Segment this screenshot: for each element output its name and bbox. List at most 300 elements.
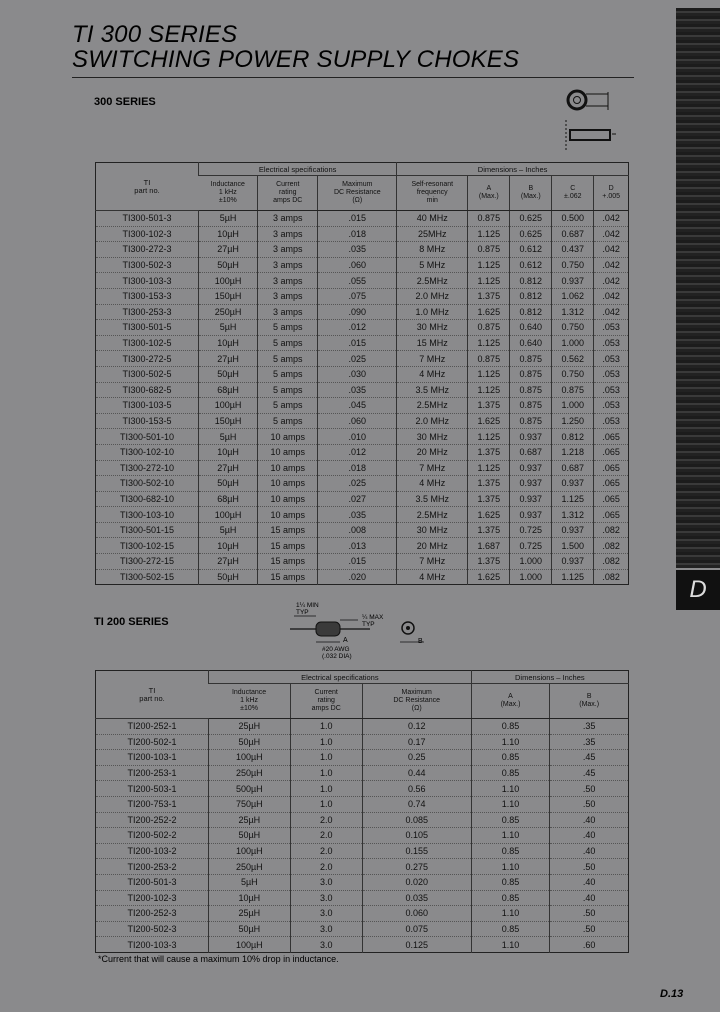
part-number-cell: TI200-503-1 <box>96 781 209 797</box>
table-cell: 0.85 <box>471 765 550 781</box>
table-cell: 1.375 <box>468 288 510 304</box>
table-cell: 50µH <box>209 828 291 844</box>
table-row <box>96 522 629 538</box>
table-cell: 1.0 <box>290 750 362 766</box>
table-row <box>96 828 629 844</box>
table-cell: 68µH <box>199 491 258 507</box>
table-cell: 50µH <box>199 257 258 273</box>
table-cell: 50µH <box>199 366 258 382</box>
part-number-cell: TI300-501-15 <box>96 522 199 538</box>
table-cell: 0.937 <box>510 507 552 523</box>
table-cell: 5 amps <box>258 320 318 336</box>
table-row <box>96 351 629 367</box>
table-cell: .027 <box>318 491 397 507</box>
part-number-cell: TI300-102-5 <box>96 335 199 351</box>
table-row <box>96 335 629 351</box>
table-cell: 0.937 <box>552 522 594 538</box>
table-cell: 0.687 <box>552 226 594 242</box>
table-cell: .053 <box>594 382 629 398</box>
table-cell: 5 amps <box>258 366 318 382</box>
diagram-a-label: A <box>343 637 348 644</box>
table-cell: 1.125 <box>468 382 510 398</box>
table-cell: 0.085 <box>362 812 471 828</box>
table-row <box>96 242 629 258</box>
table-cell: 1.375 <box>468 398 510 414</box>
table-cell: .065 <box>594 460 629 476</box>
table-cell: 0.937 <box>510 429 552 445</box>
table-row <box>96 554 629 570</box>
table-cell: .010 <box>318 429 397 445</box>
part-number-header: TI part no. <box>96 163 199 211</box>
table-cell: 30 MHz <box>397 429 468 445</box>
table-cell: .35 <box>550 734 629 750</box>
table-cell: 27µH <box>199 351 258 367</box>
col-b: B (Max.) <box>510 176 552 211</box>
table-cell: 5µH <box>199 211 258 227</box>
table-cell: 1.125 <box>552 491 594 507</box>
table-cell: 1.375 <box>468 491 510 507</box>
table-cell: 50µH <box>209 921 291 937</box>
table-cell: 27µH <box>199 554 258 570</box>
part-number-cell: TI200-502-3 <box>96 921 209 937</box>
col-d: D +.005 <box>594 176 629 211</box>
table-cell: 250µH <box>209 859 291 875</box>
table-cell: 0.85 <box>471 874 550 890</box>
table-cell: 1.000 <box>510 569 552 585</box>
table-cell: 1.10 <box>471 734 550 750</box>
table-cell: 0.155 <box>362 843 471 859</box>
table-row <box>96 429 629 445</box>
table-cell: 25MHz <box>397 226 468 242</box>
table-cell: .042 <box>594 288 629 304</box>
table-cell: 1.10 <box>471 906 550 922</box>
table-cell: 3.0 <box>290 906 362 922</box>
table-row <box>96 734 629 750</box>
table-cell: .053 <box>594 320 629 336</box>
diagram-max-label: ¼ MAX TYP <box>362 614 384 628</box>
part-number-cell: TI300-103-3 <box>96 273 199 289</box>
table-cell: 1.312 <box>552 507 594 523</box>
page-title-line1: TI 300 SERIES <box>72 21 238 48</box>
table-cell: .025 <box>318 476 397 492</box>
table-row <box>96 304 629 320</box>
table-cell: .35 <box>550 719 629 735</box>
col-resistance: Maximum DC Resistance (Ω) <box>362 684 471 719</box>
table-cell: .053 <box>594 351 629 367</box>
table-cell: 0.44 <box>362 765 471 781</box>
table-cell: .060 <box>318 413 397 429</box>
table-cell: .042 <box>594 211 629 227</box>
page-title-line2: SWITCHING POWER SUPPLY CHOKES <box>72 46 520 73</box>
table-row <box>96 874 629 890</box>
table-cell: 1.375 <box>468 522 510 538</box>
table-cell: 1.000 <box>552 398 594 414</box>
table-cell: 15 amps <box>258 554 318 570</box>
table-cell: .082 <box>594 554 629 570</box>
table-cell: 0.812 <box>552 429 594 445</box>
table-row <box>96 413 629 429</box>
table-cell: 0.875 <box>510 382 552 398</box>
part-number-cell: TI300-502-5 <box>96 366 199 382</box>
table-cell: 2.0 MHz <box>397 413 468 429</box>
table-cell: 27µH <box>199 460 258 476</box>
table-cell: 1.625 <box>468 304 510 320</box>
page-edge-strip <box>676 8 720 568</box>
table-cell: 100µH <box>199 507 258 523</box>
part-number-cell: TI300-682-5 <box>96 382 199 398</box>
part-number-cell: TI300-102-10 <box>96 444 199 460</box>
table-cell: 5µH <box>199 320 258 336</box>
part-number-cell: TI300-502-15 <box>96 569 199 585</box>
table-cell: 20 MHz <box>397 444 468 460</box>
table-cell: .012 <box>318 444 397 460</box>
table-cell: 1.687 <box>468 538 510 554</box>
table-cell: 100µH <box>209 750 291 766</box>
part-number-cell: TI300-501-5 <box>96 320 199 336</box>
table-cell: 250µH <box>199 304 258 320</box>
table-cell: .075 <box>318 288 397 304</box>
table-cell: 25µH <box>209 812 291 828</box>
table-cell: .40 <box>550 843 629 859</box>
table-cell: 0.74 <box>362 796 471 812</box>
table-cell: 1.062 <box>552 288 594 304</box>
table-cell: .065 <box>594 491 629 507</box>
table-cell: 0.17 <box>362 734 471 750</box>
table-row <box>96 569 629 585</box>
part-number-cell: TI300-272-3 <box>96 242 199 258</box>
part-number-cell: TI300-502-3 <box>96 257 199 273</box>
table-cell: 0.875 <box>510 398 552 414</box>
col-srf: Self-resonant frequency min <box>397 176 468 211</box>
table-cell: 0.612 <box>510 242 552 258</box>
table-cell: 0.56 <box>362 781 471 797</box>
table-cell: 0.562 <box>552 351 594 367</box>
table-cell: 50µH <box>199 476 258 492</box>
table-cell: 0.725 <box>510 538 552 554</box>
table-row <box>96 538 629 554</box>
table-cell: 1.10 <box>471 796 550 812</box>
table-row <box>96 859 629 875</box>
table-cell: 0.612 <box>510 257 552 273</box>
table-cell: 1.250 <box>552 413 594 429</box>
part-number-cell: TI300-102-3 <box>96 226 199 242</box>
table-cell: 1.125 <box>468 257 510 273</box>
table-cell: 3.0 <box>290 874 362 890</box>
table-cell: .015 <box>318 211 397 227</box>
table-cell: 0.640 <box>510 335 552 351</box>
table-cell: .012 <box>318 320 397 336</box>
table-cell: 150µH <box>199 288 258 304</box>
table-cell: 0.750 <box>552 257 594 273</box>
table-cell: 1.0 <box>290 781 362 797</box>
table-cell: 10µH <box>199 226 258 242</box>
part-number-cell: TI300-153-3 <box>96 288 199 304</box>
toroid-choke-diagram <box>560 88 616 158</box>
table-cell: 30 MHz <box>397 320 468 336</box>
col-current: Current rating amps DC <box>258 176 318 211</box>
table-cell: 0.750 <box>552 366 594 382</box>
table-cell: 0.500 <box>552 211 594 227</box>
dimensions-header: Dimensions – Inches <box>471 671 628 684</box>
table-cell: 0.875 <box>552 382 594 398</box>
table-cell: .50 <box>550 796 629 812</box>
table-cell: 3 amps <box>258 304 318 320</box>
table-row <box>96 491 629 507</box>
table-cell: 10µH <box>209 890 291 906</box>
table-cell: 1.125 <box>468 273 510 289</box>
table-cell: 150µH <box>199 413 258 429</box>
table-cell: 1.625 <box>468 569 510 585</box>
part-number-cell: TI200-502-1 <box>96 734 209 750</box>
table-cell: 2.0 <box>290 859 362 875</box>
table-cell: .008 <box>318 522 397 538</box>
part-number-cell: TI300-272-5 <box>96 351 199 367</box>
table-cell: 1.625 <box>468 507 510 523</box>
table-cell: 0.875 <box>510 413 552 429</box>
table-cell: 0.875 <box>468 320 510 336</box>
table-cell: 0.812 <box>510 273 552 289</box>
table-row <box>96 460 629 476</box>
table-cell: 0.687 <box>510 444 552 460</box>
table-cell: .40 <box>550 890 629 906</box>
table-cell: 0.625 <box>510 211 552 227</box>
table-cell: .015 <box>318 335 397 351</box>
table-cell: .065 <box>594 429 629 445</box>
table-cell: 15 amps <box>258 538 318 554</box>
table-row <box>96 750 629 766</box>
part-number-cell: TI200-102-3 <box>96 890 209 906</box>
table-row <box>96 796 629 812</box>
table-cell: 10 amps <box>258 491 318 507</box>
table-row <box>96 226 629 242</box>
table-cell: 3.0 <box>290 890 362 906</box>
table-row <box>96 906 629 922</box>
col-resistance: Maximum DC Resistance (Ω) <box>318 176 397 211</box>
table-cell: 0.85 <box>471 843 550 859</box>
table-row <box>96 937 629 953</box>
table-cell: .060 <box>318 257 397 273</box>
table-cell: 5µH <box>209 874 291 890</box>
part-number-cell: TI300-272-10 <box>96 460 199 476</box>
title-divider <box>72 77 634 78</box>
table-cell: .090 <box>318 304 397 320</box>
table-cell: .053 <box>594 398 629 414</box>
page-number: D.13 <box>660 988 684 1000</box>
table-cell: .45 <box>550 750 629 766</box>
table-cell: .018 <box>318 226 397 242</box>
table-row <box>96 765 629 781</box>
table-cell: 0.625 <box>510 226 552 242</box>
table-cell: 2.5MHz <box>397 507 468 523</box>
table-cell: 0.125 <box>362 937 471 953</box>
table-cell: 0.937 <box>510 476 552 492</box>
table-cell: .025 <box>318 351 397 367</box>
table-cell: 10µH <box>199 444 258 460</box>
table-cell: 100µH <box>209 843 291 859</box>
table-cell: 30 MHz <box>397 522 468 538</box>
table-cell: .40 <box>550 828 629 844</box>
col-inductance: Inductance 1 kHz ±10% <box>209 684 291 719</box>
table-cell: 68µH <box>199 382 258 398</box>
table-row <box>96 366 629 382</box>
table-cell: 1.312 <box>552 304 594 320</box>
table-cell: 2.0 MHz <box>397 288 468 304</box>
table-cell: .065 <box>594 444 629 460</box>
table-row <box>96 890 629 906</box>
table-cell: 10µH <box>199 335 258 351</box>
table-cell: 50µH <box>209 734 291 750</box>
table-cell: .030 <box>318 366 397 382</box>
part-number-cell: TI300-153-5 <box>96 413 199 429</box>
table-cell: 1.375 <box>468 554 510 570</box>
table-cell: 0.812 <box>510 288 552 304</box>
series-300-table <box>95 162 629 585</box>
table-cell: .035 <box>318 242 397 258</box>
table-cell: 1.10 <box>471 828 550 844</box>
table-row <box>96 320 629 336</box>
table-cell: 5 amps <box>258 413 318 429</box>
electrical-spec-header: Electrical specifications <box>209 671 472 684</box>
table-row <box>96 719 629 735</box>
table-cell: .020 <box>318 569 397 585</box>
table-cell: 3.5 MHz <box>397 491 468 507</box>
part-number-cell: TI300-501-10 <box>96 429 199 445</box>
col-current: Current rating amps DC <box>290 684 362 719</box>
table-cell: 50µH <box>199 569 258 585</box>
table-cell: 8 MHz <box>397 242 468 258</box>
table-cell: 3 amps <box>258 226 318 242</box>
table-cell: 10 amps <box>258 460 318 476</box>
table-cell: 15 amps <box>258 522 318 538</box>
table-cell: 4 MHz <box>397 569 468 585</box>
table-cell: 4 MHz <box>397 476 468 492</box>
table-cell: .40 <box>550 812 629 828</box>
table-cell: .055 <box>318 273 397 289</box>
table-cell: .50 <box>550 859 629 875</box>
table-cell: 3 amps <box>258 273 318 289</box>
diagram-min-label: 1¼ MIN TYP <box>296 602 319 616</box>
part-number-cell: TI200-253-1 <box>96 765 209 781</box>
table-cell: .50 <box>550 781 629 797</box>
table-cell: 1.10 <box>471 859 550 875</box>
table-cell: 1.500 <box>552 538 594 554</box>
table-cell: 0.060 <box>362 906 471 922</box>
table-cell: 1.0 <box>290 796 362 812</box>
table-row <box>96 921 629 937</box>
table-cell: 3 amps <box>258 242 318 258</box>
table-cell: 0.812 <box>510 304 552 320</box>
table-cell: 1.625 <box>468 413 510 429</box>
table-cell: .013 <box>318 538 397 554</box>
table-cell: 2.5MHz <box>397 398 468 414</box>
table-cell: 1.10 <box>471 781 550 797</box>
table-cell: 1.125 <box>468 226 510 242</box>
electrical-spec-header: Electrical specifications <box>199 163 397 176</box>
table-row <box>96 398 629 414</box>
col-inductance: Inductance 1 kHz ±10% <box>199 176 258 211</box>
table-cell: .40 <box>550 874 629 890</box>
table-cell: 10 amps <box>258 476 318 492</box>
table-cell: .082 <box>594 522 629 538</box>
table-cell: 2.0 <box>290 828 362 844</box>
table-cell: 1.375 <box>468 444 510 460</box>
table-cell: 25µH <box>209 906 291 922</box>
table-cell: 4 MHz <box>397 366 468 382</box>
table-cell: 2.0 <box>290 812 362 828</box>
table-cell: 5µH <box>199 429 258 445</box>
part-number-cell: TI200-103-3 <box>96 937 209 953</box>
table-row <box>96 257 629 273</box>
table-cell: 3.0 <box>290 937 362 953</box>
part-number-cell: TI200-501-3 <box>96 874 209 890</box>
table-cell: 1.0 <box>290 719 362 735</box>
table-cell: 1.375 <box>468 476 510 492</box>
table-cell: 0.020 <box>362 874 471 890</box>
table-cell: 1.125 <box>552 569 594 585</box>
part-number-cell: TI200-253-2 <box>96 859 209 875</box>
table-cell: 0.437 <box>552 242 594 258</box>
table-cell: 1.218 <box>552 444 594 460</box>
series-200-rows <box>96 719 629 953</box>
table-cell: 3 amps <box>258 211 318 227</box>
table-cell: .082 <box>594 569 629 585</box>
table-cell: 100µH <box>199 398 258 414</box>
table-cell: .50 <box>550 921 629 937</box>
table-cell: 7 MHz <box>397 554 468 570</box>
table-cell: .042 <box>594 226 629 242</box>
part-number-cell: TI200-252-2 <box>96 812 209 828</box>
table-cell: 0.937 <box>552 476 594 492</box>
table-cell: 5 amps <box>258 335 318 351</box>
table-cell: .042 <box>594 257 629 273</box>
part-number-cell: TI200-252-1 <box>96 719 209 735</box>
table-cell: 7 MHz <box>397 351 468 367</box>
section-tab: D <box>676 570 720 610</box>
table-row <box>96 273 629 289</box>
part-number-cell: TI300-502-10 <box>96 476 199 492</box>
table-cell: .45 <box>550 765 629 781</box>
table-cell: 0.750 <box>552 320 594 336</box>
table-cell: 0.075 <box>362 921 471 937</box>
dimensions-header: Dimensions – Inches <box>397 163 629 176</box>
table-cell: .035 <box>318 507 397 523</box>
table-cell: 10 amps <box>258 429 318 445</box>
table-row <box>96 843 629 859</box>
table-cell: .042 <box>594 242 629 258</box>
part-number-cell: TI300-103-5 <box>96 398 199 414</box>
table-cell: 0.640 <box>510 320 552 336</box>
table-cell: 100µH <box>209 937 291 953</box>
part-number-cell: TI200-502-2 <box>96 828 209 844</box>
part-number-cell: TI200-103-2 <box>96 843 209 859</box>
part-number-cell: TI300-102-15 <box>96 538 199 554</box>
table-cell: 0.85 <box>471 890 550 906</box>
table-cell: 0.85 <box>471 719 550 735</box>
part-number-cell: TI300-682-10 <box>96 491 199 507</box>
table-cell: 1.000 <box>510 554 552 570</box>
table-cell: .082 <box>594 538 629 554</box>
table-cell: 500µH <box>209 781 291 797</box>
table-cell: 0.035 <box>362 890 471 906</box>
table-cell: 10 amps <box>258 507 318 523</box>
part-number-cell: TI300-272-15 <box>96 554 199 570</box>
col-a: A (Max.) <box>468 176 510 211</box>
table-cell: 3.5 MHz <box>397 382 468 398</box>
table-cell: 5 MHz <box>397 257 468 273</box>
table-cell: 0.85 <box>471 750 550 766</box>
table-cell: 0.937 <box>510 460 552 476</box>
part-number-cell: TI300-501-3 <box>96 211 199 227</box>
